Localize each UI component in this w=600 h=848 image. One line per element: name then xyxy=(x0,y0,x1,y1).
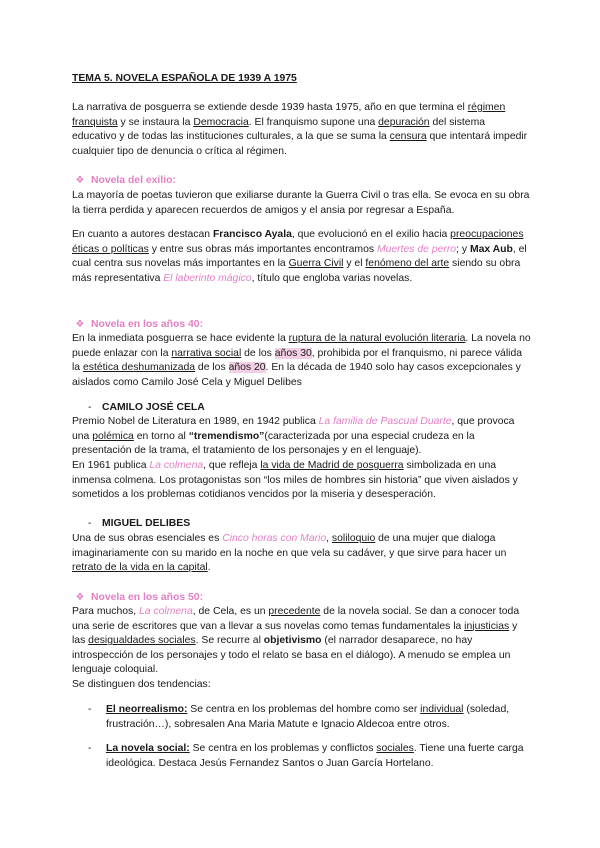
delibes-paragraph: Una de sus obras esenciales es Cinco horas con Mario, soliloquio de una mujer que dialoga imaginariamente con su marido en la noche en que vela su cadáver, y que sirve para hacer un retrato de la vida en la capital. xyxy=(72,533,507,574)
section-heading-anos-50: ❖ Novela en los años 50: xyxy=(72,591,532,606)
anos-40-paragraph: En la inmediata posguerra se hace evidente la ruptura de la natural evolución literaria. La novela no puede enlazar con la narrativa social de los años 30, prohibida por el franquismo, ni parece válida la estética deshumanizada de los años 20. En la década de 1940 solo hay casos excepcionales y aislados como Camilo José Cela y Miguel Delibes xyxy=(72,333,531,388)
diamond-bullet-icon: ❖ xyxy=(75,175,85,186)
diamond-bullet-icon: ❖ xyxy=(75,319,85,330)
section-heading-anos-40: ❖ Novela en los años 40: xyxy=(72,318,532,333)
list-item: - El neorrealismo: Se centra en los problemas del hombre como ser individual (soledad, frustración…), sobresalen Ana Maria Matute e Ignacio Aldecoa entre otros. xyxy=(88,704,510,730)
cela-paragraph-1: Premio Nobel de Literatura en 1989, en 1942 publica La familia de Pascual Duarte, que provoca una polémica en torno al “tremendismo”(caracterizada por una especial crudeza en la presentación de la trama, el tratamiento de los personajes y en el lenguaje). xyxy=(72,416,515,457)
exilio-paragraph-1: La mayoría de poetas tuvieron que exiliarse durante la Guerra Civil o tras ella. Se evoca en su obra la tierra perdida y aparecen recuerdos de amigos y el ansia por regresar a España. xyxy=(72,190,530,216)
tendencias-intro: Se distinguen dos tendencias: xyxy=(72,679,211,690)
section-heading-exilio: ❖ Novela del exilio: xyxy=(72,174,532,189)
diamond-bullet-icon: ❖ xyxy=(75,592,85,603)
cela-heading: - CAMILO JOSÉ CELA xyxy=(88,402,205,413)
intro-paragraph: La narrativa de posguerra se extiende desde 1939 hasta 1975, año en que termina el régimen franquista y se instaura la Democracia. El franquismo supone una depuración del sistema educativo y de todas las instituciones culturales, a la que se suma la censura que intentará impedir cualquier tipo de denuncia o crítica al régimen. xyxy=(72,102,528,157)
tendencias-list-2 xyxy=(72,742,532,771)
page-title: TEMA 5. NOVELA ESPAÑOLA DE 1939 A 1975 xyxy=(72,73,297,84)
anos-50-paragraph: Para muchos, La colmena, de Cela, es un precedente de la novela social. Se dan a conocer toda una serie de escritores que van a llevar a sus novelas como temas fundamentales la injusticias y las desigualdades sociales. Se recurre al objetivismo (el narrador desaparece, no hay introspección de los personajes y todo el relato se basa en el diálogo). A menudo se emplea un lenguaje coloquial. xyxy=(72,606,520,676)
exilio-paragraph-2: En cuanto a autores destacan Francisco Ayala, que evolucionó en el exilio hacia preocupaciones éticas o políticas y entre sus obras más importantes encontramos Muertes de perro; y Max Aub, el cual centra sus novelas más importantes en la Guerra Civil y el fenómeno del arte siendo su obra más representativa El laberinto mágico, título que engloba varias novelas. xyxy=(72,229,527,284)
cela-paragraph-2: En 1961 publica La colmena, que refleja la vida de Madrid de posguerra simbolizada en una inmensa colmena. Los protagonistas son “los miles de hombres sin historia” que viven aislados y sometidos a los problemas cotidianos vencidos por la miseria y desesperación. xyxy=(72,460,518,501)
delibes-heading: - MIGUEL DELIBES xyxy=(88,518,191,529)
list-item: - La novela social: Se centra en los problemas y conflictos sociales. Tiene una fuerte carga ideológica. Destaca Jesús Fernandez Santos o Juan García Hortelano. xyxy=(88,743,524,769)
tendencias-list xyxy=(72,703,532,732)
